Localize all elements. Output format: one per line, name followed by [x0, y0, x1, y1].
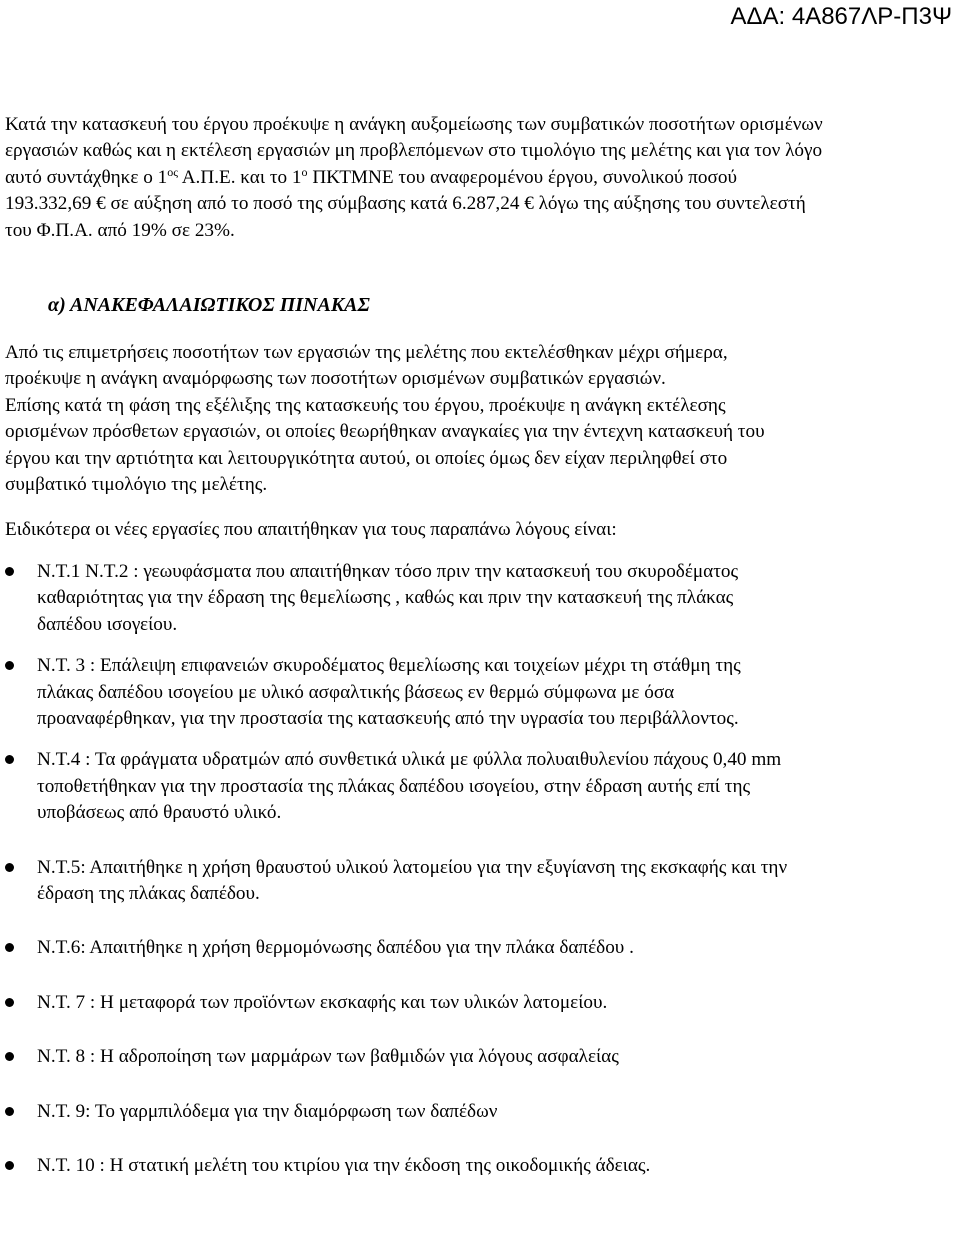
ada-code: ΑΔΑ: 4Α867ΛΡ-Π3Ψ — [730, 3, 952, 30]
intro-paragraph — [5, 112, 825, 244]
list-item-text: Ν.Τ. 10 : Η στατική μελέτη του κτιρίου για την έκδοση της οικοδομικής άδειας. — [37, 1154, 651, 1176]
bullet-icon — [5, 661, 14, 670]
bullet-icon — [5, 755, 14, 764]
list-item — [5, 653, 797, 732]
bullet-icon — [5, 1107, 14, 1116]
bullet-icon — [5, 1052, 14, 1061]
list-item — [5, 855, 797, 908]
paragraph-new-works-intro: Ειδικότερα οι νέες εργασίες που απαιτήθηκαν για τους παραπάνω λόγους είναι: — [5, 519, 617, 541]
paragraph-remeasurement: Από τις επιμετρήσεις ποσοτήτων των εργασιών της μελέτης που εκτελέσθηκαν μέχρι σήμερα, προέκυψε η ανάγκη αναμόρφωσης των ποσοτήτων ορισμένων συμβατικών εργασιών. — [5, 342, 728, 390]
intro-text-2: Α.Π.Ε. και το 1 — [177, 166, 302, 188]
list-item-text: Ν.Τ.6: Απαιτήθηκε η χρήση θερμομόνωσης δαπέδου για την πλάκα δαπέδου . — [37, 937, 634, 959]
list-item — [5, 990, 797, 1016]
intro-text-3: ΠΚΤΜΝΕ του αναφερομένου έργου, συνολικού ποσού 193.332,69 € σε αύξηση από το ποσό της σύμβασης κατά 6.287,24 € λόγω της αύξησης του συντελεστή του Φ.Π.Α. από 19% σε 23%. — [5, 166, 806, 241]
intro-superscript-2: ο — [301, 164, 308, 179]
list-item-text: Ν.Τ. 7 : Η μεταφορά των προϊόντων εκσκαφής και των υλικών λατομείου. — [37, 991, 608, 1013]
list-item-text: Ν.Τ. 3 : Επάλειψη επιφανειών σκυροδέματος θεμελίωσης και τοιχείων μέχρι τη στάθμη της πλάκας δαπέδου ισογείου με υλικό ασφαλτικής βάσεως εν θερμώ σύμφωνα με όσα προαναφέρθηκαν, για την προστασία της κατασκευής από την υγρασία του περιβάλλοντος. — [37, 655, 741, 729]
bullet-icon — [5, 567, 14, 576]
list-item — [5, 1153, 797, 1179]
paragraph-additional-works: Επίσης κατά τη φάση της εξέλιξης της κατασκευής του έργου, προέκυψε η ανάγκη εκτέλεσης ορισμένων πρόσθετων εργασιών, οι οποίες θεωρήθηκαν αναγκαίες για την έντεχνη κατασκευή του έργου και την αρτιότητα και λειτουργικότητα αυτού, οι οποίες όμως δεν είχαν περιληφθεί στο συμβατικό τιμολόγιο της μελέτης. — [5, 394, 765, 496]
list-item-text: Ν.Τ. 9: Το γαρμπιλόδεμα για την διαμόρφωση των δαπέδων — [37, 1100, 498, 1122]
list-item — [5, 1044, 797, 1070]
list-item-text: Ν.Τ.1 Ν.Τ.2 : γεωυφάσματα που απαιτήθηκαν τόσο πριν την κατασκευή του σκυροδέματος καθαριότητας για την έδραση της θεμελίωσης , καθώς και πριν την κατασκευή της πλάκας δαπέδου ισογείου. — [37, 560, 739, 635]
list-item — [5, 747, 797, 826]
intro-text-1: Κατά την κατασκευή του έργου προέκυψε η ανάγκη αυξομείωσης των συμβατικών ποσοτήτων ορισμένων εργασιών καθώς και η εκτέλεση εργασιών μη προβλεπόμενων στο τιμολόγιο της μελέτης και για τον λόγο αυτό συντάχθηκε ο 1 — [5, 114, 823, 188]
new-works-list — [5, 559, 955, 1180]
list-item-text: Ν.Τ. 8 : Η αδροποίηση των μαρμάρων των βαθμιδών για λόγους ασφαλείας — [37, 1046, 619, 1068]
list-item — [5, 559, 797, 638]
list-item — [5, 1099, 797, 1125]
intro-superscript-1: ος — [167, 164, 178, 179]
bullet-icon — [5, 998, 14, 1007]
bullet-icon — [5, 943, 14, 952]
section-title: α) ΑΝΑΚΕΦΑΛΑΙΩΤΙΚΟΣ ΠΙΝΑΚΑΣ — [48, 294, 370, 317]
document-body — [5, 112, 955, 1179]
bullet-icon — [5, 1161, 14, 1170]
list-item — [5, 935, 797, 961]
list-item-text: Ν.Τ.5: Απαιτήθηκε η χρήση θραυστού υλικού λατομείου για την εξυγίανση της εκσκαφής και την έδραση της πλάκας δαπέδου. — [37, 856, 788, 904]
bullet-icon — [5, 863, 14, 872]
list-item-text: Ν.Τ.4 : Τα φράγματα υδρατμών από συνθετικά υλικά με φύλλα πολυαιθυλενίου πάχους 0,40 mm τοποθετήθηκαν για την προστασία της πλάκας δαπέδου ισογείου, στην έδραση αυτής επί της υποβάσεως από θραυστό υλικό. — [37, 749, 782, 824]
